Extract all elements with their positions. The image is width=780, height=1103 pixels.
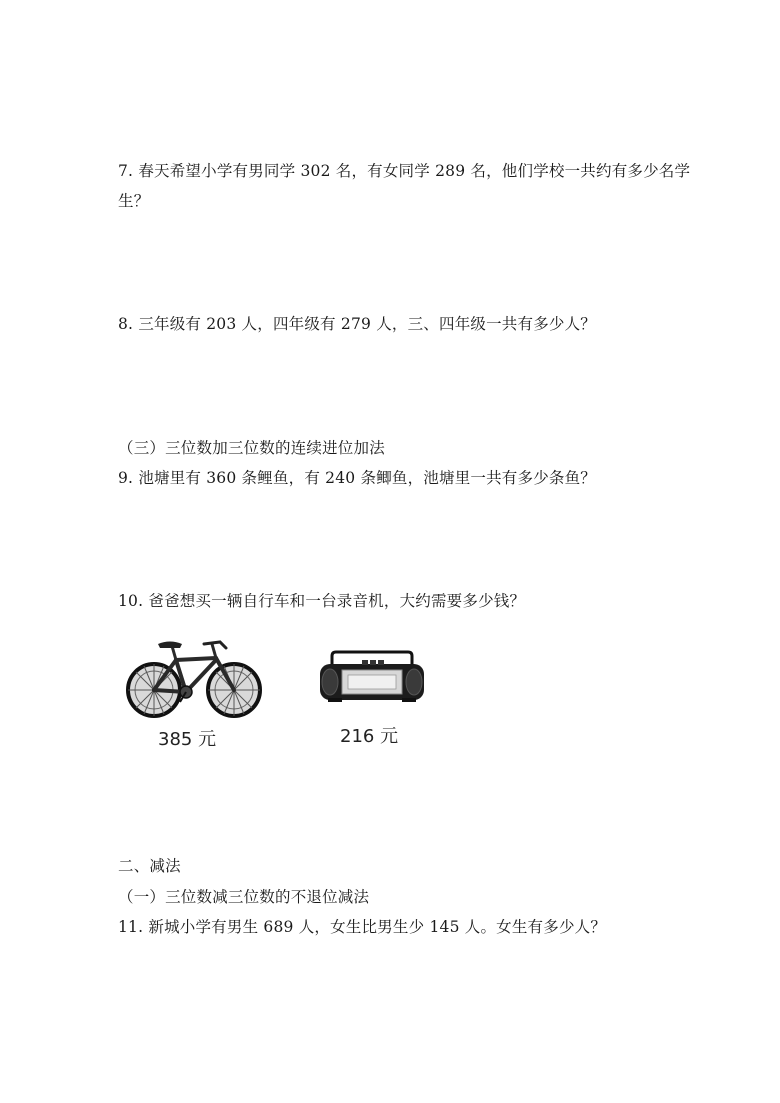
question-11: 11. 新城小学有男生 689 人，女生比男生少 145 人。女生有多少人？: [118, 918, 607, 936]
cassette-recorder-icon: [318, 650, 426, 704]
bicycle-price: 385 元: [158, 729, 217, 750]
bicycle-icon: [124, 636, 264, 720]
question-7-line-2: 生？: [118, 192, 150, 210]
question-7-line-1: 7. 春天希望小学有男同学 302 名，有女同学 289 名，他们学校一共约有多少名学: [118, 162, 691, 180]
section-heading-subtraction: 二、减法: [118, 857, 181, 875]
section-heading-add-carry: （三）三位数加三位数的连续进位加法: [118, 439, 385, 457]
question-10: 10. 爸爸想买一辆自行车和一台录音机，大约需要多少钱？: [118, 592, 526, 610]
section-heading-sub-no-borrow: （一）三位数减三位数的不退位减法: [118, 888, 370, 906]
question-9: 9. 池塘里有 360 条鲤鱼，有 240 条鲫鱼，池塘里一共有多少条鱼？: [118, 469, 596, 487]
question-8: 8. 三年级有 203 人，四年级有 279 人，三、四年级一共有多少人？: [118, 315, 596, 333]
recorder-price: 216 元: [340, 726, 399, 747]
